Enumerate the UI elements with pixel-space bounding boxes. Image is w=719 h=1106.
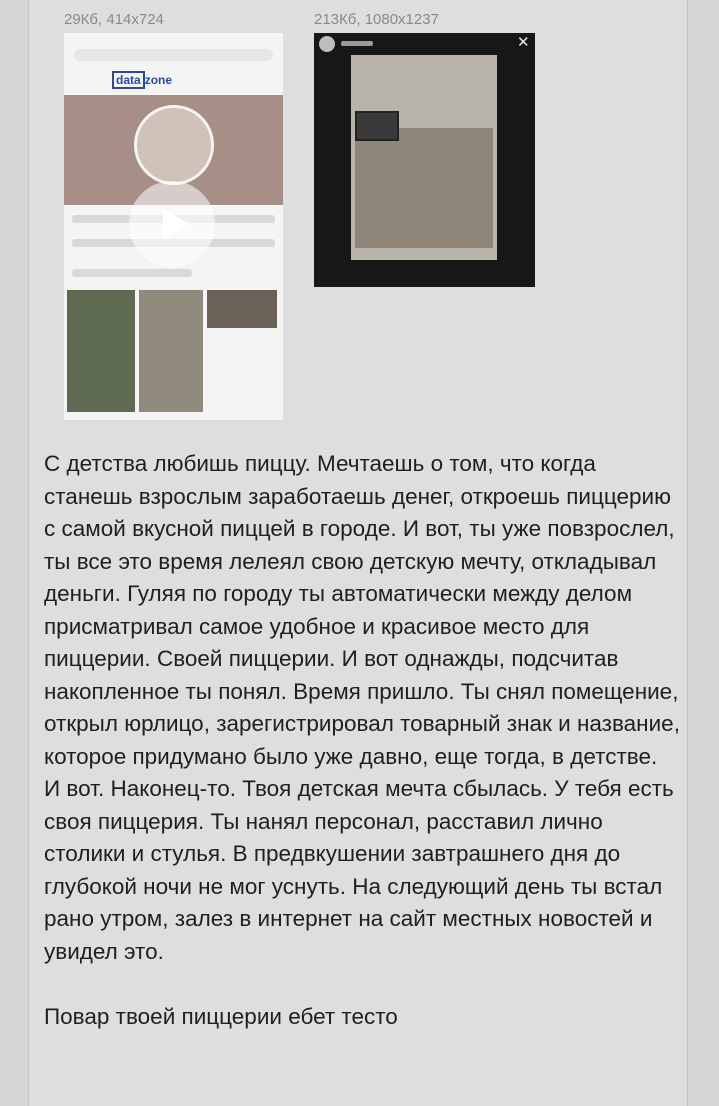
site-logo: data zone bbox=[112, 73, 172, 87]
story-photo-screen bbox=[355, 111, 399, 141]
play-triangle bbox=[163, 208, 189, 240]
attachment-1-file-info[interactable]: 29Кб, 414x724 bbox=[64, 11, 164, 28]
story-username bbox=[341, 41, 373, 46]
album-tile bbox=[139, 290, 203, 412]
album-tile bbox=[207, 290, 277, 328]
play-icon[interactable] bbox=[129, 181, 215, 267]
post-container bbox=[28, 0, 688, 1106]
album-tile bbox=[67, 290, 135, 412]
profile-avatar bbox=[134, 105, 214, 185]
paragraph-gap bbox=[44, 968, 684, 1001]
post-paragraph-3: Повар твоей пиццерии ебет тесто bbox=[44, 1003, 398, 1029]
close-icon: ✕ bbox=[517, 33, 530, 51]
story-photo-content bbox=[355, 128, 493, 248]
browser-url-bar bbox=[74, 49, 273, 61]
story-avatar bbox=[319, 36, 335, 52]
attachment-2-file-info[interactable]: 213Кб, 1080x1237 bbox=[314, 11, 439, 28]
attachment-2-thumbnail[interactable] bbox=[314, 33, 535, 287]
post-body bbox=[44, 448, 684, 1033]
profile-albums-row bbox=[72, 269, 192, 277]
post-paragraph-2: И вот. Наконец-то. Твоя детская мечта сбылась. У тебя есть своя пиццерия. Ты нанял персонал, расставил лично столики и стулья. В предвкушении завтрашнего дня до глубокой ночи не мог уснуть. На следующий день ты встал рано утром, залез в интернет на сайт местных новостей и увидел это. bbox=[44, 776, 674, 964]
attachment-1-thumbnail[interactable] bbox=[64, 33, 283, 420]
post-paragraph-1: С детства любишь пиццу. Мечтаешь о том, что когда станешь взрослым заработаешь денег, откроешь пиццерию с самой вкусной пиццей в городе. И вот, ты уже повзрослел, ты все это время лелеял свою детскую мечту, откладывал деньги. Гуляя по городу ты автоматически между делом присматривал самое удобное и красивое место для пиццерии. Своей пиццерии. И вот однажды, подсчитав накопленное ты понял. Время пришло. Ты снял помещение, открыл юрлицо, зарегистрировал товарный знак и название, которое придумано было уже давно, еще тогда, в детстве. bbox=[44, 451, 680, 769]
